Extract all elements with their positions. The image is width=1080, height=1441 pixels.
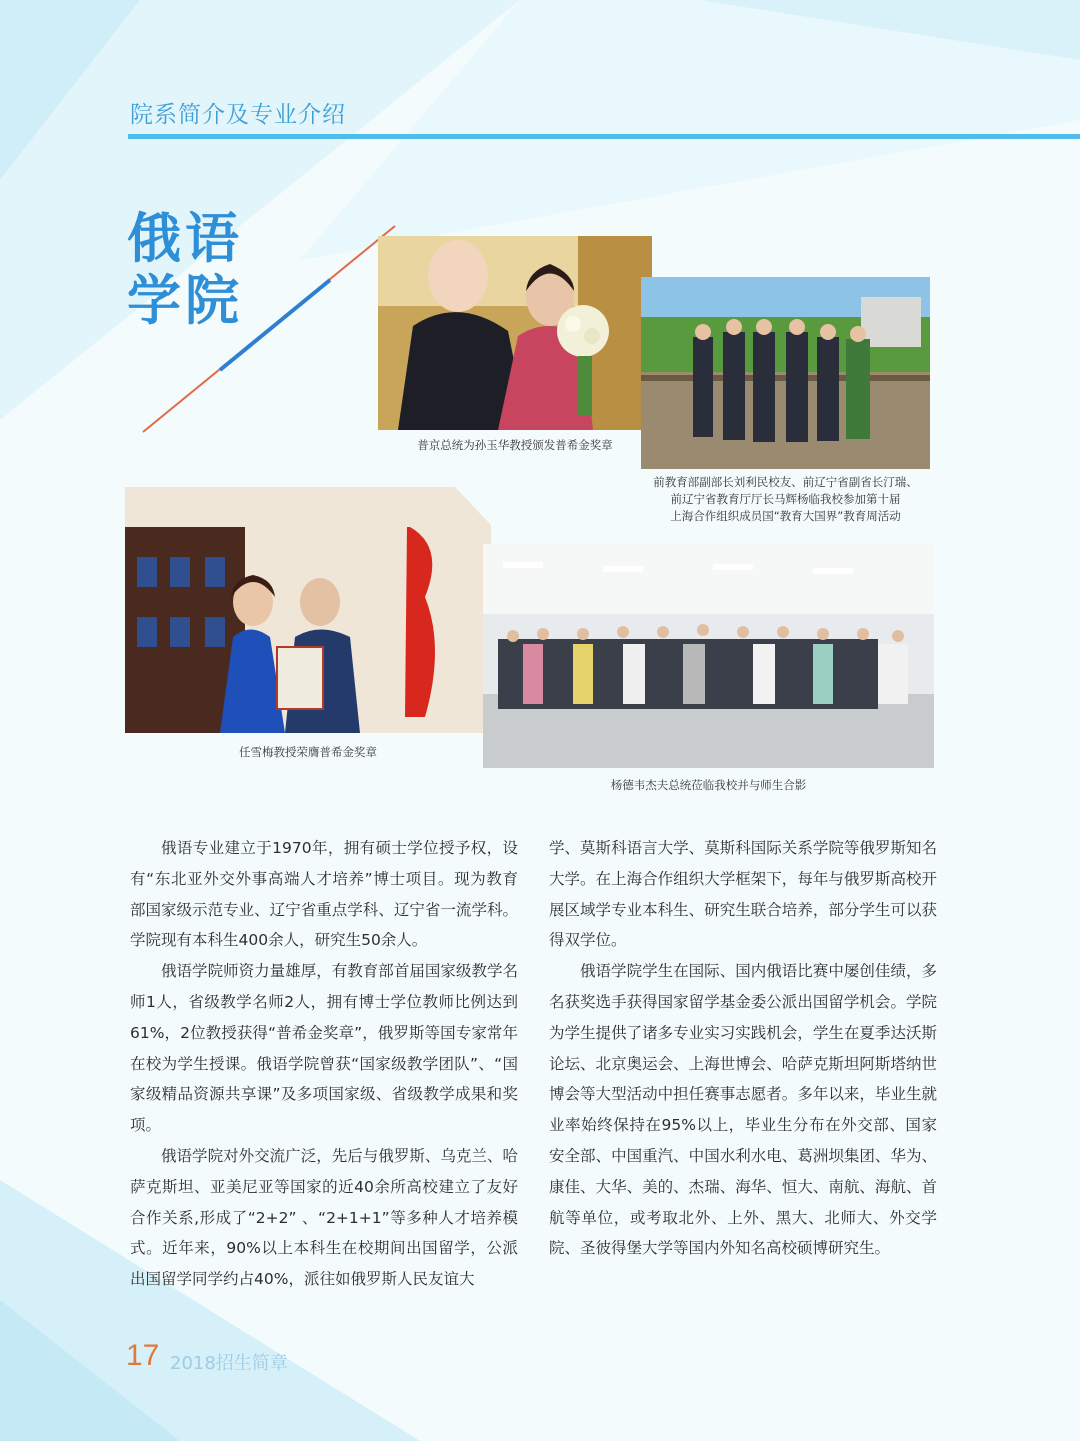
photo-caption-2-line1: 前教育部副部长刘利民校友、前辽宁省副省长汀瑞、 — [653, 475, 918, 489]
section-header-title: 院系简介及专业介绍 — [130, 102, 346, 128]
body-paragraph: 俄语学院学生在国际、国内俄语比赛中屡创佳绩，多名获奖选手获得国家留学基金委公派出国留学机会。学院为学生提供了诸多专业实习实践机会，学生在夏季达沃斯论坛、北京奥运会、上海世博会、哈萨克斯坦阿斯塔纳世博会等大型活动中担任赛事志愿者。多年以来，毕业生就业率始终保持在95%以上，毕业生分布在外交部、国家安全部、中国重汽、中国水利水电、葛洲坝集团、华为、康佳、大华、美的、杰瑞、海华、恒大、南航、海航、首航等单位，或考取北外、上外、黑大、北师大、外交学院、圣彼得堡大学等国内外知名高校硕博研究生。 — [549, 962, 937, 1258]
photo-medal-certificate — [125, 487, 491, 733]
photo-caption-4: 杨德韦杰夫总统莅临我校并与师生合影 — [610, 778, 807, 792]
photo-group-medvedev — [483, 544, 934, 768]
body-text-right-column — [549, 833, 937, 1264]
photo-caption-2-line3: 上海合作组织成员国“教育大国界”教育周活动 — [670, 509, 901, 523]
body-paragraph: 俄语学院对外交流广泛，先后与俄罗斯、乌克兰、哈萨克斯坦、亚美尼亚等国家的近40余所高校建立了友好合作关系,形成了“2+2” 、“2+1+1”等多种人才培养模式。近年来，90%以上本科生在校期间出国留学，公派出国留学同学约占40%，派往如俄罗斯人民友谊大 — [130, 1146, 518, 1289]
body-paragraph: 学、莫斯科语言大学、莫斯科国际关系学院等俄罗斯知名大学。在上海合作组织大学框架下，每年与俄罗斯高校开展区域学专业本科生、研究生联合培养，部分学生可以获得双学位。 — [549, 839, 937, 950]
photo-officials-visit — [641, 277, 930, 469]
header-divider — [128, 134, 1080, 139]
photo-caption-3: 任雪梅教授荣膺普希金奖章 — [239, 745, 377, 759]
photo-putin-award — [378, 236, 652, 430]
body-text-left-column — [130, 833, 518, 1295]
photo-caption-2 — [641, 474, 930, 525]
photo-caption-2-line2: 前辽宁省教育厅厅长马辉杨临我校参加第十届 — [670, 492, 901, 506]
college-name-line2: 学院 — [127, 269, 243, 332]
brochure-name: 2018招生简章 — [170, 1353, 288, 1374]
decorative-diagonal-line — [140, 222, 400, 437]
page-number: 17 — [126, 1339, 160, 1372]
body-paragraph: 俄语学院师资力量雄厚，有教育部首届国家级教学名师1人，省级教学名师2人，拥有博士学位教师比例达到61%，2位教授获得“普希金奖章”，俄罗斯等国专家常年在校为学生授课。俄语学院曾获“国家级教学团队”、“国家级精品资源共享课”及多项国家级、省级教学成果和奖项。 — [130, 962, 518, 1135]
college-name-line1: 俄语 — [127, 207, 243, 270]
body-paragraph: 俄语专业建立于1970年，拥有硕士学位授予权，设有“东北亚外交外事高端人才培养”博士项目。现为教育部国家级示范专业、辽宁省重点学科、辽宁省一流学科。学院现有本科生400余人，研究生50余人。 — [130, 839, 518, 950]
photo-caption-1: 普京总统为孙玉华教授颁发普希金奖章 — [417, 438, 613, 452]
